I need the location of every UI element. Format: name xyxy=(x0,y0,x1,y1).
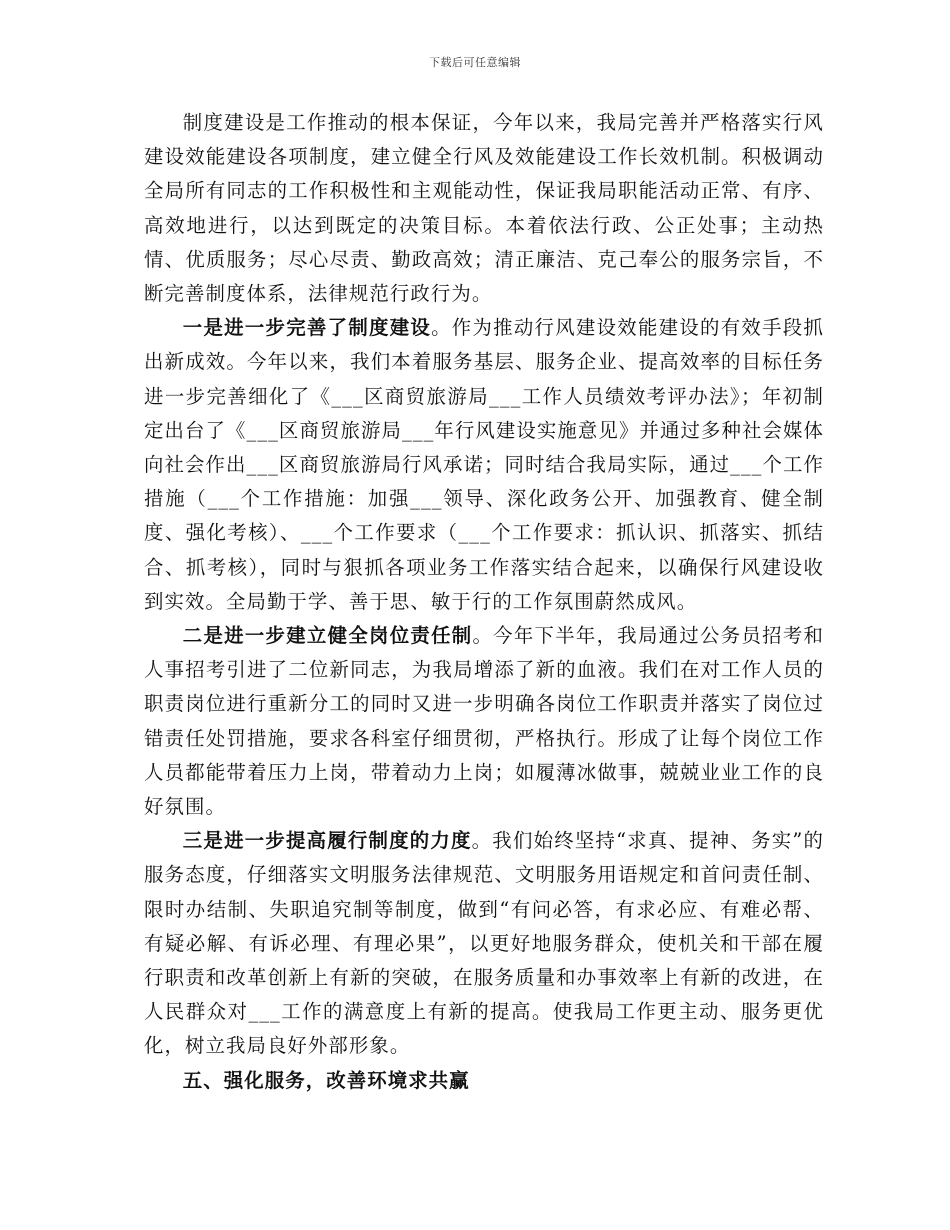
point-one-text: 。作为推动行风建设效能建设的有效手段抓出新成效。今年以来，我们本着服务基层、服务企业、提高效率的目标任务进一步完善细化了《___区商贸旅游局___工作人员绩效考评办法》；年初制定出台了《___区商贸旅游局___年行风建设实施意见》并通过多种社会媒体向社会作出___区商贸旅游局行风承诺；同时结合我局实际，通过___个工作措施（___个工作措施：加强___领导、深化政务公开、加强教育、健全制度、强化考核）、___个工作要求（___个工作要求：抓认识、抓落实、抓结合、抓考核），同时与狠抓各项业务工作落实结合起来，以确保行风建设收到实效。全局勤于学、善于思、敏于行的工作氛围蔚然成风。 xyxy=(144,316,824,613)
document-body xyxy=(144,106,824,1098)
section-heading: 五、强化服务，改善环境求共赢 xyxy=(182,1068,470,1092)
page-header-note: 下载后可任意编辑 xyxy=(429,56,521,69)
point-two-text: 。今年下半年，我局通过公务员招考和人事招考引进了二位新同志，为我局增添了新的血液。我们在对工作人员的职责岗位进行重新分工的同时又进一步明确各岗位工作职责并落实了岗位过错责任处罚措施，要求各科室仔细贯彻，严格执行。形成了让每个岗位工作人员都能带着压力上岗，带着动力上岗；如履薄冰做事，兢兢业业工作的良好氛围。 xyxy=(144,624,825,819)
point-two-lead: 二是进一步建立健全岗位责任制 xyxy=(182,624,473,648)
paragraph-intro xyxy=(144,106,824,311)
point-one-lead: 一是进一步完善了制度建设 xyxy=(182,316,432,340)
point-three-text: 。我们始终坚持“求真、提神、务实”的服务态度，仔细落实文明服务法律规范、文明服务用语规定和首问责任制、限时办结制、失职追究制等制度，做到“有问必答，有求必应、有难必帮、有疑必解、有诉必理、有理必果”，以更好地服务群众，使机关和干部在履行职责和改革创新上有新的突破，在服务质量和办事效率上有新的改进，在人民群众对___工作的满意度上有新的提高。使我局工作更主动、服务更优化，树立我局良好外部形象。 xyxy=(144,829,824,1058)
paragraph-point-one xyxy=(144,311,824,619)
paragraph-intro-text: 制度建设是工作推动的根本保证，今年以来，我局完善并严格落实行风建设效能建设各项制度，建立健全行风及效能建设工作长效机制。积极调动全局所有同志的工作积极性和主观能动性，保证我局职能活动正常、有序、高效地进行，以达到既定的决策目标。本着依法行政、公正处事；主动热情、优质服务；尽心尽责、勤政高效；清正廉洁、克己奉公的服务宗旨，不断完善制度体系，法律规范行政行为。 xyxy=(144,111,824,306)
paragraph-point-two xyxy=(144,619,824,824)
paragraph-point-three xyxy=(144,824,824,1063)
point-three-lead: 三是进一步提高履行制度的力度 xyxy=(182,829,472,853)
